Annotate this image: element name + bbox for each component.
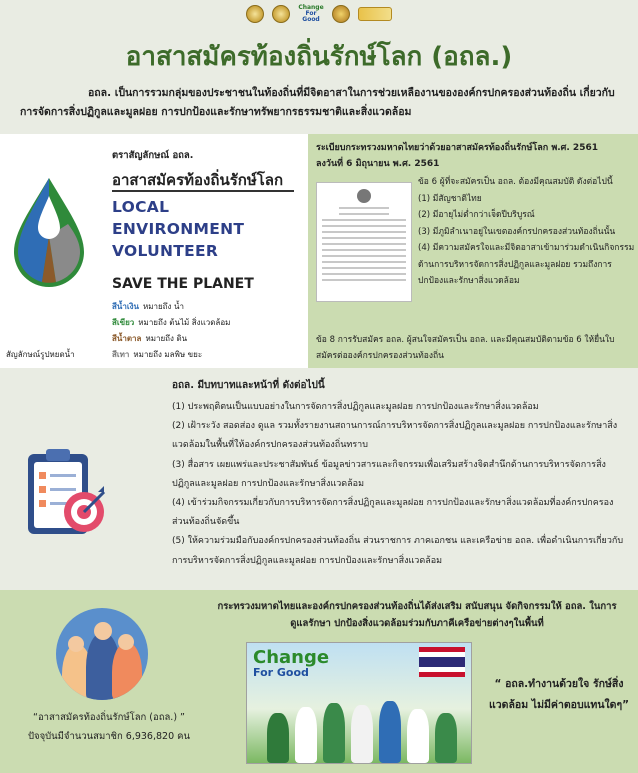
clause-8: ข้อ 8 การรับสมัคร อถล. ผู้สนใจสมัครเป็น อถล. และมีคุณสมบัติตามข้อ 6 ให้ยื่นใบสมัครต่อองค์กรปกครองส่วนท้องถิ่น [316, 335, 615, 361]
drop-caption: สัญลักษณ์รูปหยดน้ำ [6, 350, 75, 359]
regulation-heading-line-1: ระเบียบกระทรวงมหาดไทยว่าด้วยอาสาสมัครท้องถิ่นรักษ์โลก พ.ศ. 2561 [316, 143, 598, 153]
brand-en-line-2: ENVIRONMENT [112, 220, 245, 238]
clipboard-target-icon [24, 446, 106, 538]
document-emblem-icon [357, 189, 371, 203]
clause-6-item: (4) มีความสมัครใจและมีจิตอาสาเข้ามาร่วมดำเนินกิจกรรมด้านการบริหารจัดการสิ่งปฏิกูลและมูลฝอย รวมถึงการปกป้องและรักษาสิ่งแวดล้อม [418, 243, 635, 286]
duty-item: (3) สื่อสาร เผยแพร่และประชาสัมพันธ์ ข้อมูลข่าวสารและกิจกรรมเพื่อเสริมสร้างจิตสำนึกด้านการบริหารจัดการสิ่งปฏิกูลและมูลฝอย การปกป้องและรักษาสิ่งแวดล้อม [172, 459, 606, 489]
cfg-logo-top: Change [298, 4, 324, 11]
legend-name: สีน้ำตาล [112, 334, 142, 343]
duty-item: (2) เฝ้าระวัง สอดส่อง ดูแล รวมทั้งรายงานสถานการณ์การบริหารจัดการสิ่งปฏิกูลและมูลฝอย การปกป้องและรักษาสิ่งแวดล้อมในพื้นที่ให้องค์กรปกครองส่วนท้องถิ่นทราบ [172, 421, 618, 451]
legend-item [112, 299, 230, 315]
legend-name: สีเทา [112, 350, 130, 359]
brand-divider [112, 190, 294, 192]
page-title: อาสาสมัครท้องถิ่นรักษ์โลก (อถล.) [125, 42, 513, 72]
regulation-heading [316, 140, 630, 172]
header-logos [0, 0, 638, 28]
legend-item [112, 315, 230, 331]
ministry-logo [358, 7, 392, 21]
legend-name: สีเขียว [112, 318, 135, 327]
clause-6-item: (2) มีอายุไม่ต่ำกว่าเจ็ดปีบริบูรณ์ [418, 210, 535, 220]
water-drop-icon [10, 176, 88, 288]
duties-section [0, 368, 638, 590]
regulation-heading-line-2: ลงวันที่ 6 มิถุนายน พ.ศ. 2561 [316, 159, 440, 169]
member-title: “อาสาสมัครท้องถิ่นรักษ์โลก (อถล.) ” [33, 712, 185, 723]
legend-meaning: หมายถึง มลพิษ ขยะ [133, 350, 203, 359]
duties-title: อถล. มีบทบาทและหน้าที่ ดังต่อไปนี้ [172, 380, 325, 391]
activity-photo [246, 642, 472, 764]
brand-en-line-3: VOLUNTEER [112, 242, 219, 260]
legend-name: สีน้ำเงิน [112, 302, 139, 311]
cooperation-text: กระทรวงมหาดไทยและองค์กรปกครองส่วนท้องถิ่นได้ส่งเสริม สนับสนุน จัดกิจกรรมให้ อถล. ในการดูแลรักษา ปกป้องสิ่งแวดล้อมร่วมกับภาคีเครือข่ายต่างๆในพื้นที่ [217, 601, 617, 629]
brand-thai-name: อาสาสมัครท้องถิ่นรักษ์โลก [112, 171, 284, 189]
legend-item [112, 331, 230, 347]
duties-list [172, 398, 628, 571]
volunteers-illustration [56, 608, 148, 700]
regulation-document-image [316, 182, 412, 302]
logo-panel [0, 134, 308, 368]
legend-item [112, 347, 230, 363]
cooperation-section [0, 590, 638, 773]
thai-flag-icon [419, 647, 465, 677]
photo-logo-top: Change [253, 647, 330, 668]
duty-item: (4) เข้าร่วมกิจกรรมเกี่ยวกับการบริหารจัดการสิ่งปฏิกูลและมูลฝอย การปกป้องและรักษาสิ่งแวดล้อมที่องค์กรปกครองส่วนท้องถิ่นจัดขึ้น [172, 498, 614, 528]
legend-meaning: หมายถึง ดิน [145, 334, 188, 343]
clause-6-item: (1) มีสัญชาติไทย [418, 193, 482, 204]
change-for-good-logo [253, 649, 329, 678]
member-caption [14, 708, 204, 746]
member-count: ปัจจุบันมีจำนวนสมาชิก 6,936,820 คน [27, 731, 190, 742]
brand-en-line-1: LOCAL [112, 198, 170, 216]
clause-6-intro: ข้อ 6 ผู้ที่จะสมัครเป็น อถล. ต้องมีคุณสมบัติ ดังต่อไปนี้ [418, 177, 613, 187]
symbol-heading: ตราสัญลักษณ์ อถล. [112, 150, 194, 161]
garuda-logo [332, 5, 350, 23]
photo-logo-bottom: For Good [253, 666, 309, 679]
volunteer-quote: “ อถล.ทำงานด้วยใจ รักษ์สิ่งแวดล้อม ไม่มีค่าตอบแทนใดๆ” [489, 678, 629, 711]
change-for-good-logo [298, 5, 324, 23]
clause-6-item: (3) มีภูมิลำเนาอยู่ในเขตองค์กรปกครองส่วนท้องถิ่นนั้น [418, 226, 616, 237]
slogan: SAVE THE PLANET [112, 276, 254, 292]
legend-meaning: หมายถึง น้ำ [142, 302, 184, 311]
seal-logo [272, 5, 290, 23]
cfg-logo-bottom: For Good [302, 10, 320, 23]
clause-6 [418, 174, 636, 290]
emblem-logo [246, 5, 264, 23]
legend-meaning: หมายถึง ต้นไม้ สิ่งแวดล้อม [138, 318, 231, 327]
duty-item: (5) ให้ความร่วมมือกับองค์กรปกครองส่วนท้องถิ่น ส่วนราชการ ภาคเอกชน และเครือข่าย อถล. เพื่อดำเนินการเกี่ยวกับการบริหารจัดการสิ่งปฏิกูลและมูลฝอย การปกป้องและรักษาสิ่งแวดล้อม [172, 536, 624, 566]
intro-paragraph: อถล. เป็นการรวมกลุ่มของประชาชนในท้องถิ่นที่มีจิตอาสาในการช่วยเหลืองานขององค์กรปกครองส่วนท้องถิ่น เกี่ยวกับการจัดการสิ่งปฏิกูลและมูลฝอย การปกป้องและรักษาทรัพยากรธรรมชาติและสิ่งแวดล้อม [20, 87, 615, 118]
duty-item: (1) ประพฤติตนเป็นแบบอย่างในการจัดการสิ่งปฏิกูลและมูลฝอย การปกป้องและรักษาสิ่งแวดล้อม [172, 402, 539, 412]
regulation-panel [308, 134, 638, 368]
color-legend [112, 299, 230, 363]
